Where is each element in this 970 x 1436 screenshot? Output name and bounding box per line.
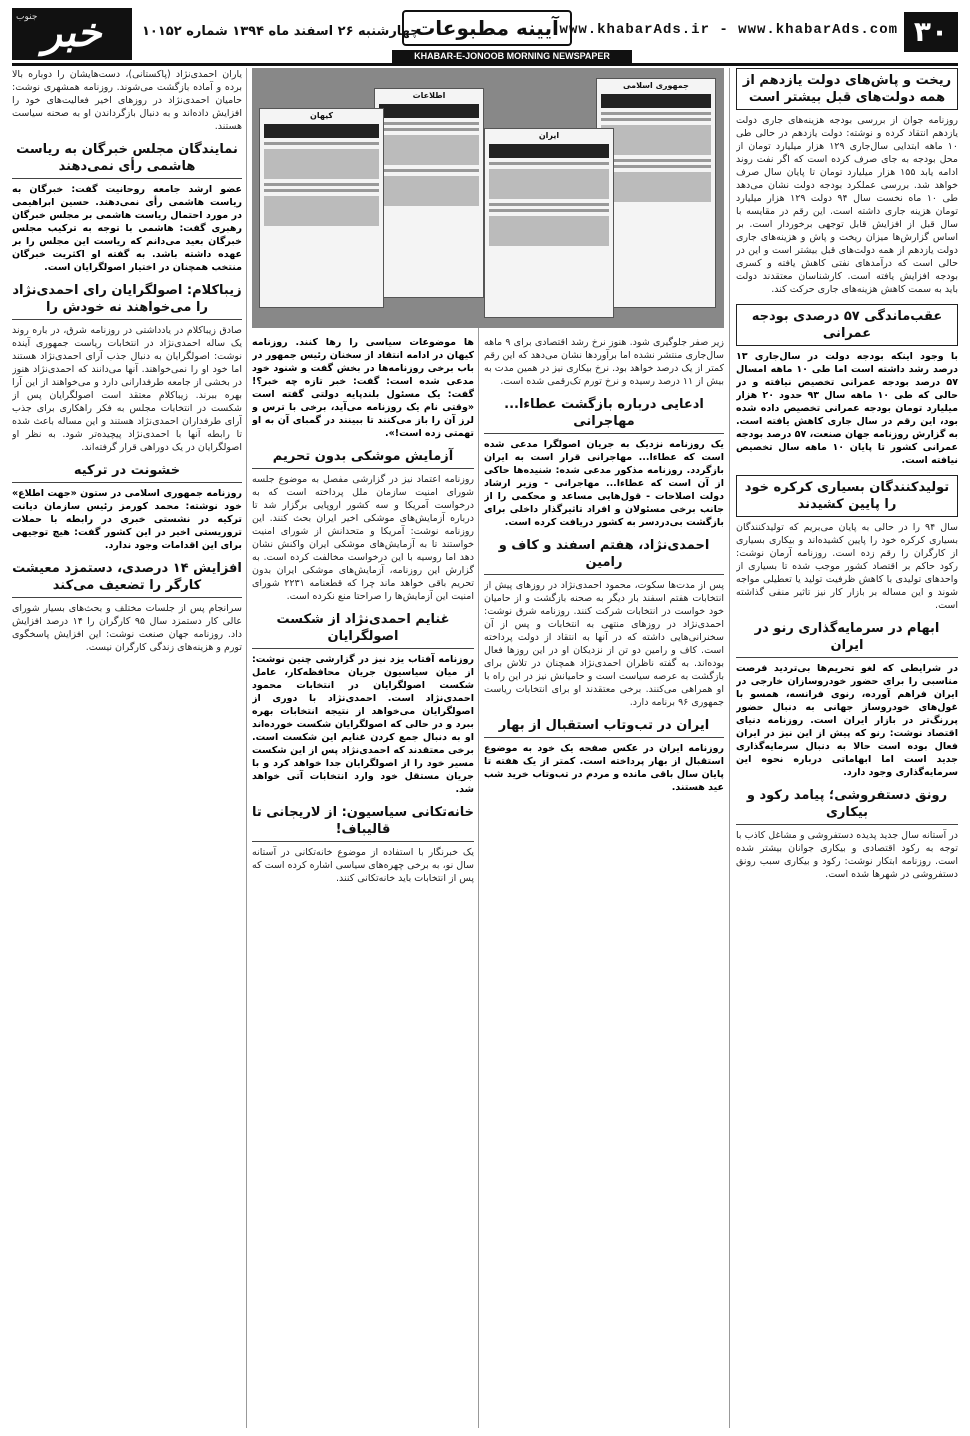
newspaper-image: کیهان bbox=[259, 108, 384, 308]
article-ahmadinejad-esfand bbox=[484, 537, 724, 709]
headline: عقب‌ماندگی ۵۷ درصدی بودجه عمرانی bbox=[736, 304, 958, 346]
newspaper-image: جمهوری اسلامی bbox=[596, 78, 716, 308]
column-4 bbox=[12, 68, 242, 1428]
article-economy-continued bbox=[484, 336, 724, 388]
headline: ادعایی درباره بازگشت عطاءا... مهاجرانی bbox=[484, 396, 724, 434]
article-body: عضو ارشد جامعه روحانیت گفت: خبرگان به ریاست هاشمی رأی نمی‌دهند. حسین ابراهیمی در مورد احتمال ریاست هاشمی بر مجلس خبرگان رهبری گفت: هاشمی با توجه به ترکیب مجلس خبرگان بعید می‌دانم که ریاست این مجلس را بر عهده داشته باشد. به گفته او اکثریت خبرگان منتخب همچنان در اختیار اصولگرایان است. bbox=[12, 184, 242, 273]
content-columns bbox=[12, 68, 958, 1428]
article-wage-increase bbox=[12, 560, 242, 654]
headline: زیباکلام: اصولگرایان رای احمدی‌نژاد را می‌خواهند نه خودش را bbox=[12, 282, 242, 320]
masthead bbox=[12, 8, 958, 66]
article-mohajerani bbox=[484, 396, 724, 529]
article-body: روزنامه اعتماد نیز در گزارشی مفصل به موضوع جلسه شورای امنیت سازمان ملل پرداخته است که به درخواست آمریکا و سه کشور اروپایی برگزار شد تا درباره آزمایش‌های موشکی اخیر ایران بحث کنند. این روزنامه نوشت: آمریکا و متحدانش از شورای امنیت خواستند تا به آزمایش‌های موشکی ایران واکنش نشان دهد اما روسیه با این درخواست مخالفت کرده است. به گزارش این روزنامه، آزمایش‌های موشکی ایران بدون تحریم باقی خواهد ماند چرا که قطعنامه ۲۲۳۱ شورای امنیت این آزمایش‌ها را صراحتا منع نکرده است. bbox=[252, 474, 474, 602]
article-ahmadinejad-allies bbox=[12, 68, 242, 133]
article-body: در شرایطی که لغو تحریم‌ها بی‌تردید فرصت مناسبی را برای حضور خودروسازان خارجی در ایران فراهم آورده، رنوی فرانسه، همسو با غول‌های خودروساز جهانی به دنبال حضور پررنگ‌تر در بازار ایران است. روزنامه دنیای اقتصاد نوشت: رنو که پیش از این نیز در ایران فعال بوده است حالا به دنبال سرمایه‌گذاری جدید است اما ابهاماتی درباره نحوه این سرمایه‌گذاری وجود دارد. bbox=[736, 663, 958, 778]
section-title: آیینه مطبوعات bbox=[402, 10, 572, 46]
article-body: پس از مدت‌ها سکوت، محمود احمدی‌نژاد در روزهای پیش از انتخابات هفتم اسفند بار دیگر به صحنه بازگشت و از حامیان خود خواست در انتخابات شرکت کنند. روزنامه شرق نوشت: احمدی‌نژاد در روزهای منتهی به انتخابات و پس از آن سخنرانی‌هایی داشته که در آنها به انتقاد از دولت پرداخته است. کاف و رامین دو تن از نزدیکان او در این روزها فعال بوده‌اند. به گفته ناظران احمدی‌نژاد همچنان در تلاش برای بازگشت به عرصه سیاست است و حامیانش نیز در این راه با او همراهی می‌کنند. برخی معتقدند او برای انتخابات ریاست جمهوری ۹۶ برنامه دارد. bbox=[484, 580, 724, 708]
headline: غنایم احمدی‌نژاد از شکست اصولگرایان bbox=[252, 611, 474, 649]
headline: افزایش ۱۴ درصدی، دستمزد معیشت کارگر را تضعیف می‌کند bbox=[12, 560, 242, 598]
site-url[interactable]: www.khabarAds.ir - www.khabarAds.com bbox=[559, 22, 898, 38]
article-budget-spending bbox=[736, 68, 958, 296]
headline: آزمایش موشکی بدون تحریم bbox=[252, 448, 474, 469]
article-turkey-violence bbox=[12, 462, 242, 552]
article-body: در آستانه سال جدید پدیده دستفروشی و مشاغل کاذب با توجه به رکود اقتصادی و بیکاری جوانان بیشتر شده است. روزنامه ابتکار نوشت: رکود و بیکاری سبب رونق دستفروشی در شهرها شده است. bbox=[736, 830, 958, 880]
article-kayhan bbox=[252, 336, 474, 440]
headline: احمدی‌نژاد، هفتم اسفند و کاف و رامین bbox=[484, 537, 724, 575]
article-body: روزنامه جمهوری اسلامی در ستون «جهت اطلاع» خود نوشته: محمد کورمز رئیس سازمان دیانت ترکیه در نشستی خبری در رابطه با حملات تروریستی اخیر در این کشور گفت: هیچ توجیهی برای این اقدامات وجود ندارد. bbox=[12, 488, 242, 551]
article-body: با وجود اینکه بودجه دولت در سال‌جاری ۱۳ درصد رشد داشته است اما طی ۱۰ ماهه امسال ۵۷ درصد بودجه عمرانی تخصیص نیافته و در حالی که طی ۱۰ ماهه سال ۹۳ حدود ۲۰ هزار میلیارد تومان بودجه عمرانی تخصیص داده شده بود، این رقم در سال جاری کاهش یافته است. به گزارش روزنامه جهان صنعت، ۵۷ درصد بودجه عمرانی کشور تا پایان ۱۰ ماهه سال تخصیص نیافته است. bbox=[736, 351, 958, 466]
article-body: زیر صفر جلوگیری شود. هنوز نرخ رشد اقتصادی برای ۹ ماهه سال‌جاری منتشر نشده اما برآوردها نشان می‌دهد که این رقم کمتر از یک درصد خواهد بود. نرخ بیکاری نیز در همین مدت به بیش از ۱۱ درصد رسیده و نرخ تورم تک‌رقمی شده است. bbox=[484, 337, 724, 387]
article-body: ها موضوعات سیاسی را رها کنند. روزنامه کیهان در ادامه انتقاد از سخنان رئیس جمهور در باب برخی روزنامه‌ها در بخش گفت و شنود خود مدعی شده است: گفت: خبر تازه چه خبر؟! گفت: یک مسئول بلندپایه دولتی گفته است «وقتی نام یک روزنامه می‌آید، برخی با ترس و لرز آن را باز می‌کنند تا ببینند در گمبای آن به او تهمتی زده است!». bbox=[252, 337, 474, 439]
article-renault bbox=[736, 620, 958, 779]
article-body: سال ۹۴ را در حالی به پایان می‌بریم که تولیدکنندگان بسیاری کرکره خود را پایین کشیده‌اند و بیکاری بسیاری از کارگران را رقم زده است. روزنامه آرمان نوشت: رکود حاکم بر اقتصاد کشور موجب شده تا بسیاری از واحدهای تولیدی با کاهش ظرفیت تولید یا تعطیلی مواجه شوند و این مساله بر بازار کار نیز تاثیر منفی گذاشته است. bbox=[736, 522, 958, 611]
headline: خشونت در ترکیه bbox=[12, 462, 242, 483]
page-number: ۳۰ bbox=[904, 12, 958, 52]
article-body: یاران احمدی‌نژاد (پاکستانی)، دست‌هایشان را دوباره بالا برده و آماده بازگشت می‌شوند. روزنامه همشهری نوشت: حامیان احمدی‌نژاد در روزهای اخیر فعالیت‌های خود را افزایش داده‌اند و به دنبال بازگرداندن او به صحنه سیاست هستند. bbox=[12, 69, 242, 132]
article-political-cleaning bbox=[252, 804, 474, 885]
article-body: صادق زیباکلام در یادداشتی در روزنامه شرق، در باره روند یک ساله احمدی‌نژاد در انتخابات ریاست جمهوری آینده نوشت: اصولگرایان به دنبال جذب آرای احمدی‌نژاد هستند اما خود او را نمی‌خواهند. آنها می‌دانند که احمدی‌نژاد هنوز در بخشی از جامعه طرفدارانی دارد و می‌خواهند از این آرا بهره ببرند. زیباکلام معتقد است اصولگرایان پس از شکست در انتخابات مجلس به فکر راهکاری برای جذب آرای طرفداران احمدی‌نژاد هستند و این مساله باعث شده تا رابطه آنها با احمدی‌نژاد پیچیده‌تر شود. به نظر او اصولگرایان در یک دوراهی قرار گرفته‌اند. bbox=[12, 325, 242, 453]
logo-text: خبر bbox=[42, 9, 102, 56]
headline: ریخت و پاش‌های دولت یازدهم از همه دولت‌های قبل بیشتر است bbox=[736, 68, 958, 110]
article-assembly-experts bbox=[12, 141, 242, 274]
article-body: روزنامه آفتاب یزد نیز در گزارشی چنین نوشت: از میان سیاسیون جریان محافظه‌کار، عامل شکست اصولگرایان در انتخابات محمود احمدی‌نژاد است. احمدی‌نژاد با دوری از اصولگرایان می‌خواهد از نتیجه انتخابات بهره ببرد و در حالی که اصولگرایان شکست خورده‌اند او به دنبال جمع کردن غنایم این شکست است. برخی معتقدند که احمدی‌نژاد پس از این شکست مسیر خود را از اصولگرایان جدا خواهد کرد و با جریان مستقل خود وارد انتخابات آتی خواهد شد. bbox=[252, 654, 474, 795]
column-2 bbox=[484, 336, 724, 1428]
article-development-budget bbox=[736, 304, 958, 467]
article-producers bbox=[736, 475, 958, 612]
english-subtitle: KHABAR-E-JONOOB MORNING NEWSPAPER bbox=[392, 50, 632, 63]
headline: رونق دستفروشی؛ پیامد رکود و بیکاری bbox=[736, 787, 958, 825]
column-3 bbox=[252, 336, 474, 1428]
article-body: یک روزنامه نزدیک به جریان اصولگرا مدعی شده است که عطاءا... مهاجرانی قرار است به ایران بازگردد. روزنامه مذکور مدعی شده: شنیده‌ها حاکی از آن است که عطاءا... مهاجرانی - وزیر ارشاد دولت اصلاحات - قول‌هایی مساعد و محکمی را از جانب برخی مسئولان و افراد تاثیرگذار داخلی برای بازگشت بی‌دردسر به کشور دریافت کرده است. bbox=[484, 439, 724, 528]
issue-date: چهارشنبه ۲۶ اسفند ماه ۱۳۹۴ شماره ۱۰۱۵۲ bbox=[142, 24, 420, 39]
article-zibakalam bbox=[12, 282, 242, 454]
article-spring bbox=[484, 717, 724, 794]
article-body: روزنامه جوان از بررسی بودجه هزینه‌های جاری دولت یازدهم انتقاد کرده و نوشته: دولت یازدهم در حالی طی ۱۰ ماهه ابتدایی سال‌جاری ۱۲۹ هزار میلیارد تومان از محل بودجه به جای صرف کرده است که اگر نفت روند ادامه یابد ۱۵۵ هزار میلیارد تومان تا پایان سال صرف خواهد شد. بررسی عملکرد بودجه دولت نشان می‌دهد طی ۱۰ ماه نخست سال ۹۴ دولت ۱۲۹ هزار میلیارد تومان هزینه جاری داشته است. این رقم در مقایسه با سال قبل از افزایش قابل توجهی برخوردار است. بر اساس گزارش‌ها میزان ریخت و پاش و هزینه‌های جاری دولت یازدهم از همه دولت‌های قبل بیشتر است و این در حالی است که درآمدهای نفتی کاهش یافته و کسری بودجه افزایش یافته است. کارشناسان معتقدند دولت باید به سمت کاهش هزینه‌های جاری حرکت کند. bbox=[736, 115, 958, 295]
article-body: سرانجام پس از جلسات مختلف و بحث‌های بسیار شورای عالی کار دستمزد سال ۹۵ کارگران را ۱۴ درصد افزایش داد. روزنامه جهان صنعت نوشت: این افزایش پاسخگوی تورم و هزینه‌های زندگی کارگران نیست. bbox=[12, 603, 242, 653]
headline: خانه‌تکانی سیاسیون: از لاریجانی تا قالیباف! bbox=[252, 804, 474, 842]
column-1 bbox=[736, 68, 958, 1428]
article-missile-test bbox=[252, 448, 474, 603]
headline: نمایندگان مجلس خبرگان به ریاست هاشمی رأی نمی‌دهند bbox=[12, 141, 242, 179]
logo-badge: جنوب bbox=[16, 12, 38, 22]
article-ahmadinejad-spoils bbox=[252, 611, 474, 796]
headline: تولیدکنندگان بسیاری کرکره خود را پایین کشیدند bbox=[736, 475, 958, 517]
newspaper-image: ایران bbox=[484, 128, 614, 318]
headline: ابهام در سرمایه‌گذاری رنو در ایران bbox=[736, 620, 958, 658]
newspapers-photo bbox=[252, 68, 724, 328]
newspaper-image: اطلاعات bbox=[374, 88, 484, 298]
headline: ایران در تب‌وتاب استقبال از بهار bbox=[484, 717, 724, 738]
newspaper-logo bbox=[12, 8, 132, 60]
article-body: روزنامه ایران در عکس صفحه یک خود به موضوع استقبال از بهار پرداخته است. کمتر از یک هفته تا پایان سال باقی مانده و مردم در تب‌وتاب خرید شب عید هستند. bbox=[484, 743, 724, 793]
article-street-vendors bbox=[736, 787, 958, 881]
article-body: یک خبرنگار با استفاده از موضوع خانه‌تکانی در آستانه سال نو، به برخی چهره‌های سیاسی اشاره کرده است که پس از انتخابات باید خانه‌تکانی کنند. bbox=[252, 847, 474, 884]
